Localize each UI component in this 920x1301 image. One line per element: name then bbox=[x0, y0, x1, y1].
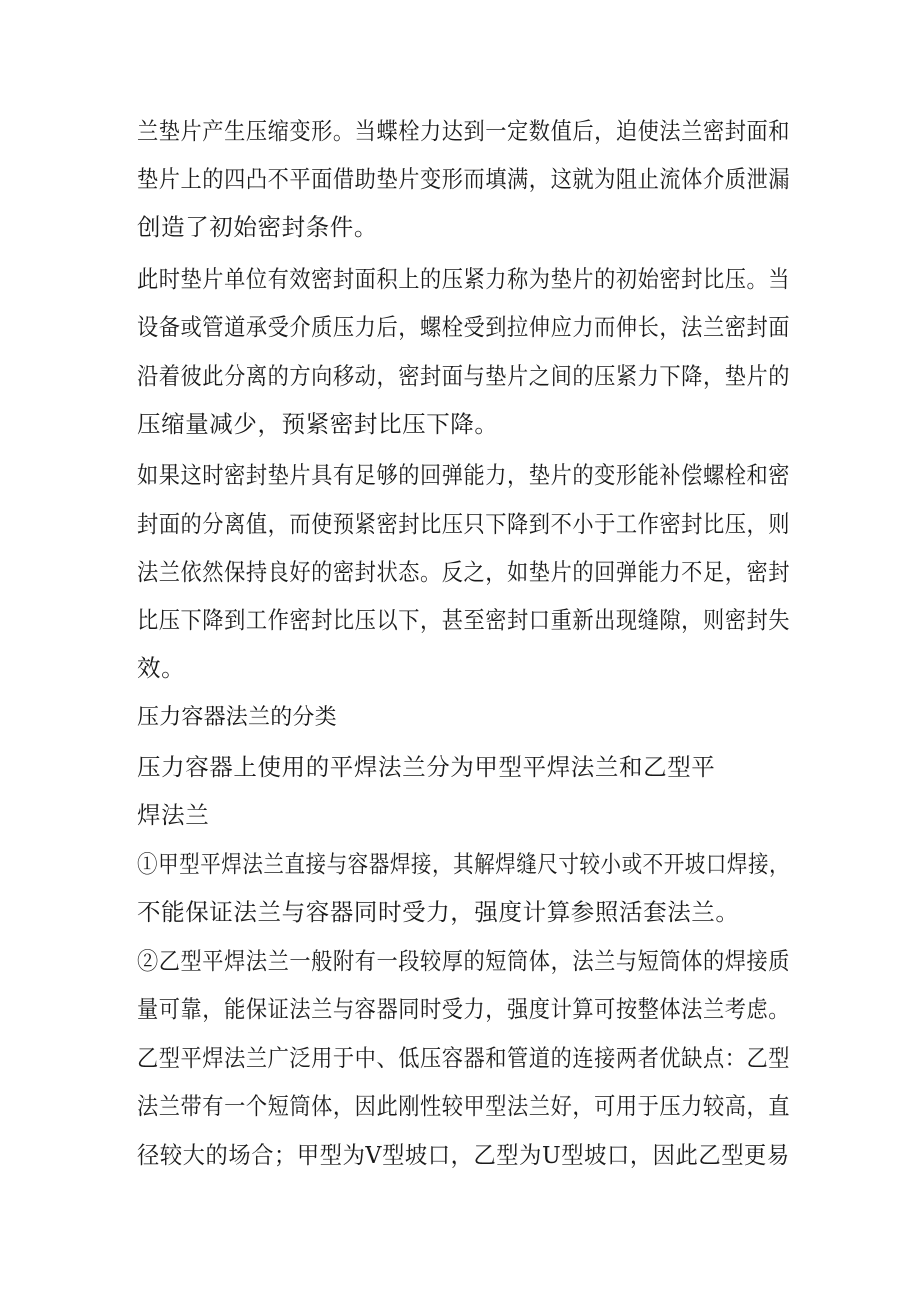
text-line: 此时垫片单位有效密封面积上的压紧力称为垫片的初始密封比压。当 bbox=[137, 265, 791, 293]
text-line: 创造了初始密封条件。 bbox=[137, 213, 378, 241]
text-line: ①甲型平焊法兰直接与容器焊接，其解焊缝尺寸较小或不开坡口焊接， bbox=[137, 850, 791, 878]
text-line: 压力容器上使用的平焊法兰分为甲型平焊法兰和乙型平 bbox=[137, 753, 716, 781]
text-line: 法兰带有一个短筒体，因此刚性较甲型法兰好，可用于压力较高，直 bbox=[137, 1092, 791, 1120]
text-line: 压缩量减少，预紧密封比压下降。 bbox=[137, 410, 499, 438]
text-line: 量可靠，能保证法兰与容器同时受力，强度计算可按整体法兰考虑。 bbox=[137, 995, 791, 1023]
text-line: 沿着彼此分离的方向移动，密封面与垫片之间的压紧力下降，垫片的 bbox=[137, 362, 791, 390]
text-line: 封面的分离值，而使预紧密封比压只下降到不小于工作密封比压，则 bbox=[137, 510, 791, 538]
text-line: 效。 bbox=[137, 654, 186, 682]
text-line: 法兰依然保持良好的密封状态。反之，如垫片的回弹能力不足，密封 bbox=[137, 558, 791, 586]
text-line: 径较大的场合；甲型为V型坡口，乙型为U型坡口，因此乙型更易 bbox=[137, 1141, 790, 1169]
text-line: ②乙型平焊法兰一般附有一段较厚的短筒体，法兰与短筒体的焊接质 bbox=[137, 947, 791, 975]
text-line: 如果这时密封垫片具有足够的回弹能力，垫片的变形能补偿螺栓和密 bbox=[137, 461, 791, 489]
text-line: 比压下降到工作密封比压以下，甚至密封口重新出现缝隙，则密封失 bbox=[137, 606, 791, 634]
text-line: 不能保证法兰与容器同时受力，强度计算参照活套法兰。 bbox=[137, 898, 740, 926]
text-line: 乙型平焊法兰广泛用于中、低压容器和管道的连接两者优缺点：乙型 bbox=[137, 1044, 791, 1072]
text-line: 兰垫片产生压缩变形。当蝶栓力达到一定数值后，迫使法兰密封面和 bbox=[137, 117, 791, 145]
section-heading: 压力容器法兰的分类 bbox=[137, 705, 337, 730]
text-line: 焊法兰 bbox=[137, 801, 210, 829]
text-line: 设备或管道承受介质压力后，螺栓受到拉伸应力而伸长，法兰密封面 bbox=[137, 313, 791, 341]
text-line: 垫片上的四凸不平面借助垫片变形而填满，这就为阻止流体介质泄漏 bbox=[137, 165, 791, 193]
